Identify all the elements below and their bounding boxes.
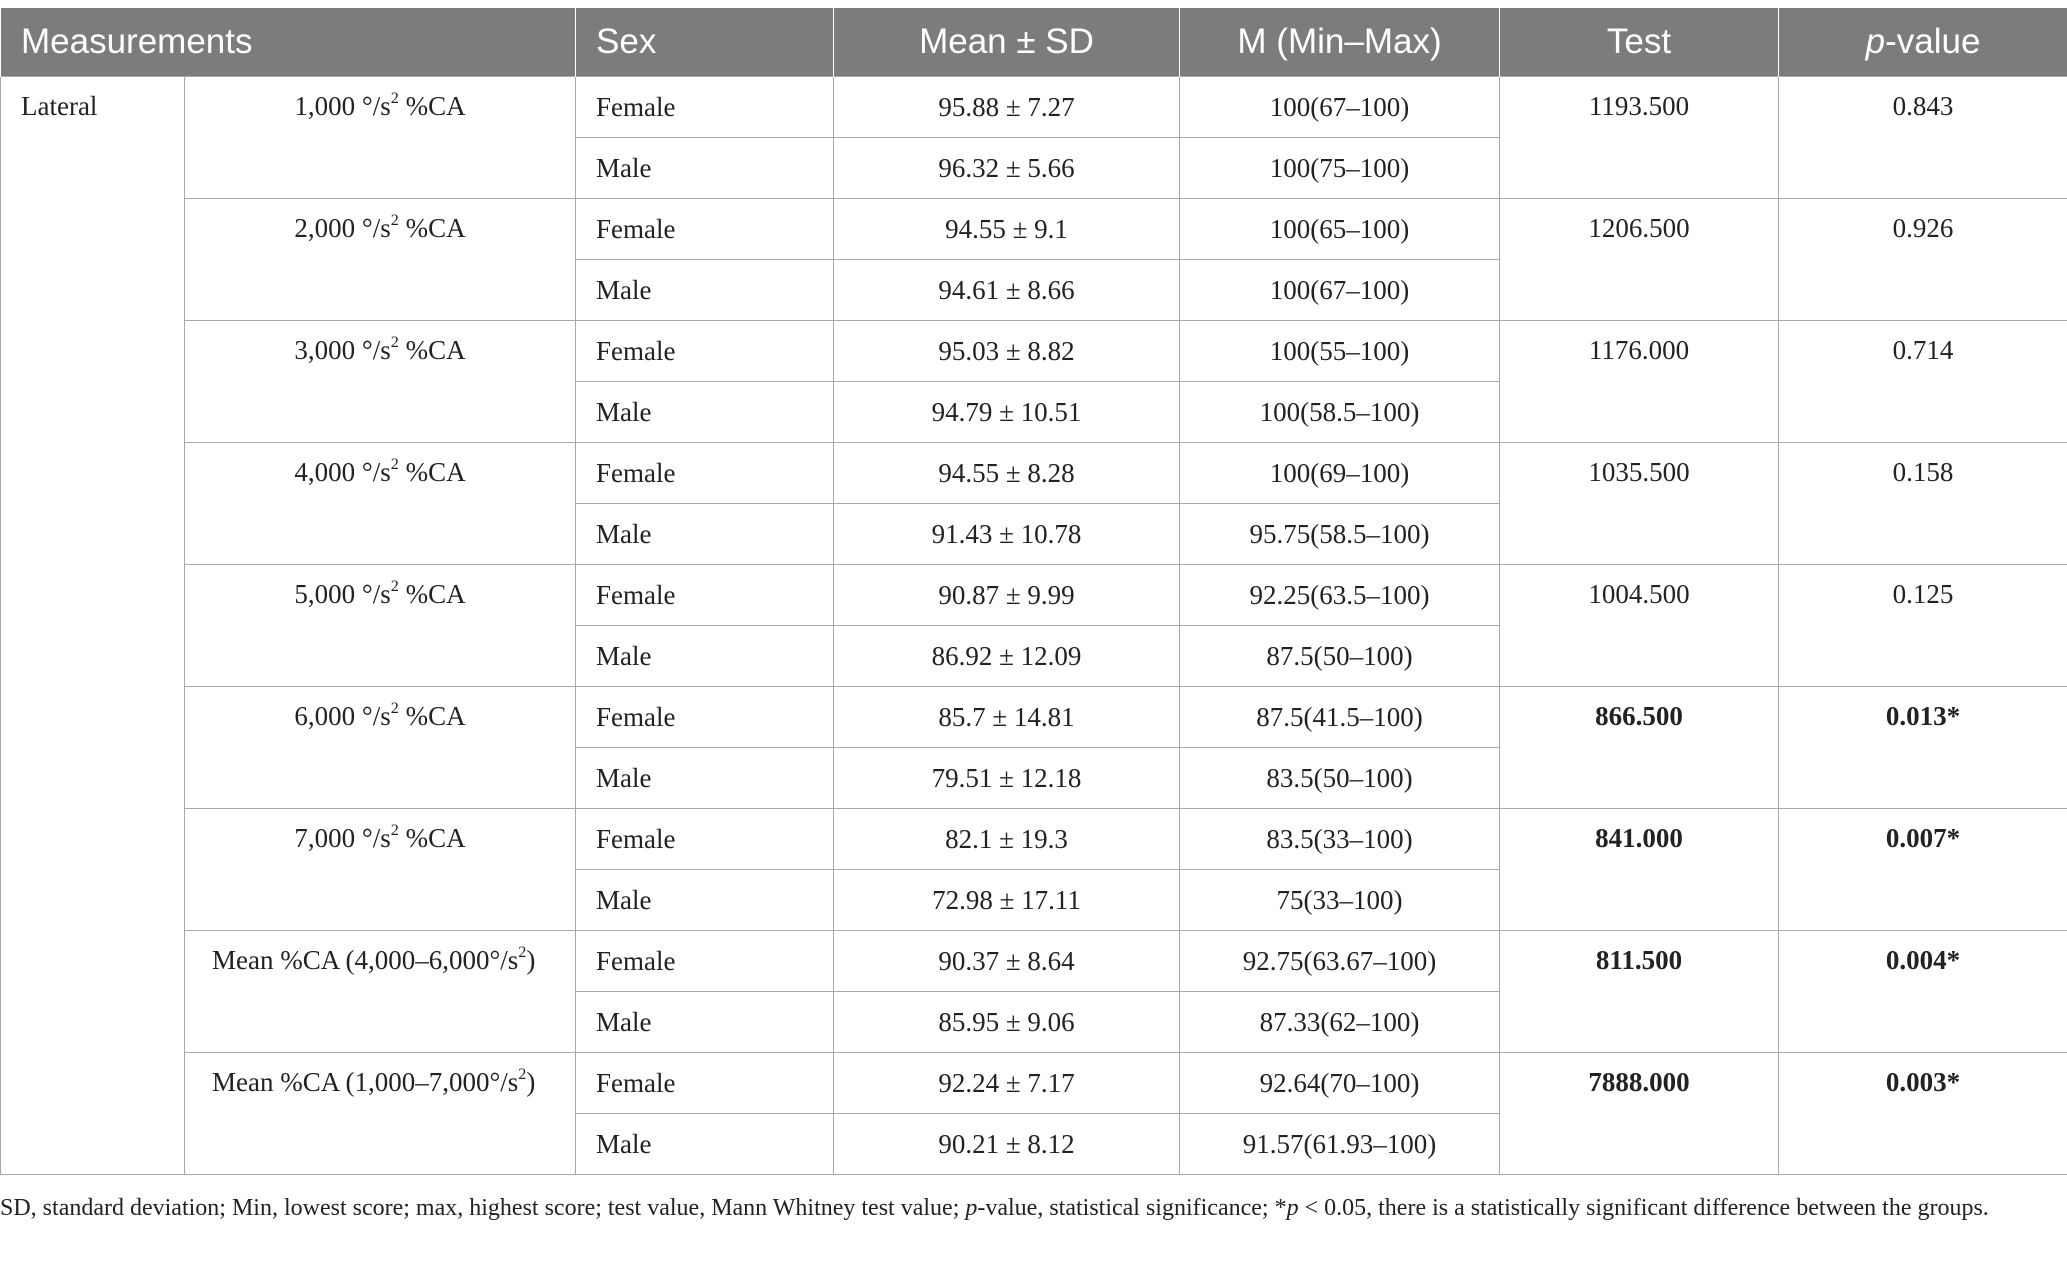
measurement-label-main: 7,000 °/s [294,823,391,853]
sex-cell: Female [576,321,834,382]
median-range-cell: 100(58.5–100) [1180,382,1500,443]
measurement-label-sup: 2 [518,942,527,961]
measurement-label-main: 6,000 °/s [294,701,391,731]
table-row [1,199,2067,260]
measurement-label [185,565,576,687]
sex-cell: Female [576,687,834,748]
test-value-cell: 1004.500 [1500,565,1779,687]
sex-cell: Female [576,565,834,626]
header-p-value [1779,8,2067,77]
sex-cell: Male [576,748,834,809]
sex-cell: Male [576,260,834,321]
test-value-cell: 841.000 [1500,809,1779,931]
table-row [1,443,2067,504]
mean-sd-cell: 85.95 ± 9.06 [834,992,1180,1053]
sex-cell: Male [576,504,834,565]
header-mean-sd: Mean ± SD [834,8,1180,77]
measurement-label-main: 5,000 °/s [294,579,391,609]
p-value-cell: 0.843 [1779,77,2067,199]
p-value-cell: 0.125 [1779,565,2067,687]
header-p-suffix: -value [1885,22,1981,61]
sex-cell: Male [576,992,834,1053]
table-row [1,565,2067,626]
mean-sd-cell: 90.87 ± 9.99 [834,565,1180,626]
p-value-cell: 0.926 [1779,199,2067,321]
measurement-label-tail: %CA [398,701,466,731]
header-row [1,8,2067,77]
footnote-part2: -value, statistical significance; * [977,1195,1287,1221]
mean-sd-cell: 90.37 ± 8.64 [834,931,1180,992]
measurement-label-sup: 2 [390,820,399,839]
mean-sd-cell: 94.55 ± 8.28 [834,443,1180,504]
header-sex: Sex [576,8,834,77]
table-row [1,321,2067,382]
measurement-label-main: 1,000 °/s [294,91,391,121]
mean-sd-cell: 95.03 ± 8.82 [834,321,1180,382]
sex-cell: Female [576,443,834,504]
sex-cell: Female [576,1053,834,1114]
measurement-label-tail: %CA [398,91,466,121]
test-value-cell: 866.500 [1500,687,1779,809]
test-value-cell: 1035.500 [1500,443,1779,565]
header-measurements: Measurements [1,8,576,77]
sex-cell: Male [576,870,834,931]
mean-sd-cell: 82.1 ± 19.3 [834,809,1180,870]
p-value-cell: 0.013* [1779,687,2067,809]
sex-cell: Male [576,382,834,443]
measurement-label-main: 3,000 °/s [294,335,391,365]
p-value-cell: 0.003* [1779,1053,2067,1175]
measurement-label-sup: 2 [390,454,399,473]
measurement-label [185,443,576,565]
median-range-cell: 92.75(63.67–100) [1180,931,1500,992]
test-value-cell: 1176.000 [1500,321,1779,443]
footnote-part1: SD, standard deviation; Min, lowest score; max, highest score; test value, Mann Whitney test value; [0,1195,966,1221]
test-value-cell: 1206.500 [1500,199,1779,321]
measurement-label-tail: %CA [398,579,466,609]
group-label-cell: Lateral [1,77,185,1175]
measurement-label-sup: 2 [390,332,399,351]
measurement-label-sup: 2 [390,576,399,595]
results-table [0,8,2067,1175]
p-value-cell: 0.714 [1779,321,2067,443]
mean-sd-cell: 95.88 ± 7.27 [834,77,1180,138]
mean-sd-cell: 90.21 ± 8.12 [834,1114,1180,1175]
median-range-cell: 75(33–100) [1180,870,1500,931]
mean-sd-cell: 92.24 ± 7.17 [834,1053,1180,1114]
measurement-label-main: Mean %CA (1,000–7,000°/s [212,1067,519,1097]
median-range-cell: 100(67–100) [1180,77,1500,138]
median-range-cell: 87.5(41.5–100) [1180,687,1500,748]
p-value-cell: 0.004* [1779,931,2067,1053]
measurement-label-tail: ) [526,945,536,975]
mean-sd-cell: 91.43 ± 10.78 [834,504,1180,565]
measurement-label-main: Mean %CA (4,000–6,000°/s [212,945,519,975]
measurement-label-tail: %CA [398,823,466,853]
table-body [1,77,2067,1175]
mean-sd-cell: 94.61 ± 8.66 [834,260,1180,321]
median-range-cell: 92.64(70–100) [1180,1053,1500,1114]
p-value-cell: 0.158 [1779,443,2067,565]
measurement-label-tail: %CA [398,213,466,243]
mean-sd-cell: 86.92 ± 12.09 [834,626,1180,687]
table-row [1,931,2067,992]
test-value-cell: 7888.000 [1500,1053,1779,1175]
table-row [1,809,2067,870]
header-test: Test [1500,8,1779,77]
measurement-label-tail: %CA [398,457,466,487]
sex-cell: Male [576,138,834,199]
median-range-cell: 100(67–100) [1180,260,1500,321]
median-range-cell: 95.75(58.5–100) [1180,504,1500,565]
mean-sd-cell: 94.55 ± 9.1 [834,199,1180,260]
footnote-p-italic-2: p [1286,1195,1299,1221]
measurement-label [185,931,576,1053]
median-range-cell: 87.5(50–100) [1180,626,1500,687]
sex-cell: Female [576,77,834,138]
sex-cell: Female [576,931,834,992]
mean-sd-cell: 96.32 ± 5.66 [834,138,1180,199]
footnote-p-italic: p [965,1195,978,1221]
sex-cell: Female [576,809,834,870]
median-range-cell: 100(65–100) [1180,199,1500,260]
measurement-label-tail: %CA [398,335,466,365]
measurement-label-sup: 2 [390,210,399,229]
mean-sd-cell: 85.7 ± 14.81 [834,687,1180,748]
test-value-cell: 811.500 [1500,931,1779,1053]
table-row [1,1053,2067,1114]
measurement-label-sup: 2 [518,1064,527,1083]
table-footnote [0,1192,2067,1225]
sex-cell: Male [576,1114,834,1175]
sex-cell: Male [576,626,834,687]
table-row [1,77,2067,138]
mean-sd-cell: 72.98 ± 17.11 [834,870,1180,931]
median-range-cell: 100(55–100) [1180,321,1500,382]
p-value-cell: 0.007* [1779,809,2067,931]
measurement-label [185,321,576,443]
median-range-cell: 87.33(62–100) [1180,992,1500,1053]
measurement-label [185,687,576,809]
sex-cell: Female [576,199,834,260]
measurement-label-sup: 2 [390,698,399,717]
test-value-cell: 1193.500 [1500,77,1779,199]
mean-sd-cell: 79.51 ± 12.18 [834,748,1180,809]
measurement-label [185,77,576,199]
measurement-label-sup: 2 [390,88,399,107]
header-p-italic: p [1865,22,1886,61]
measurement-label [185,199,576,321]
median-range-cell: 92.25(63.5–100) [1180,565,1500,626]
median-range-cell: 91.57(61.93–100) [1180,1114,1500,1175]
measurement-label [185,809,576,931]
median-range-cell: 100(75–100) [1180,138,1500,199]
measurement-label-main: 4,000 °/s [294,457,391,487]
table-row [1,687,2067,748]
measurement-label-main: 2,000 °/s [294,213,391,243]
footnote-part3: < 0.05, there is a statistically significant difference between the groups. [1298,1195,1989,1221]
header-median-range: M (Min–Max) [1180,8,1500,77]
measurement-label-tail: ) [526,1067,536,1097]
measurement-label [185,1053,576,1175]
table-container [0,8,2067,1175]
mean-sd-cell: 94.79 ± 10.51 [834,382,1180,443]
median-range-cell: 100(69–100) [1180,443,1500,504]
median-range-cell: 83.5(50–100) [1180,748,1500,809]
median-range-cell: 83.5(33–100) [1180,809,1500,870]
